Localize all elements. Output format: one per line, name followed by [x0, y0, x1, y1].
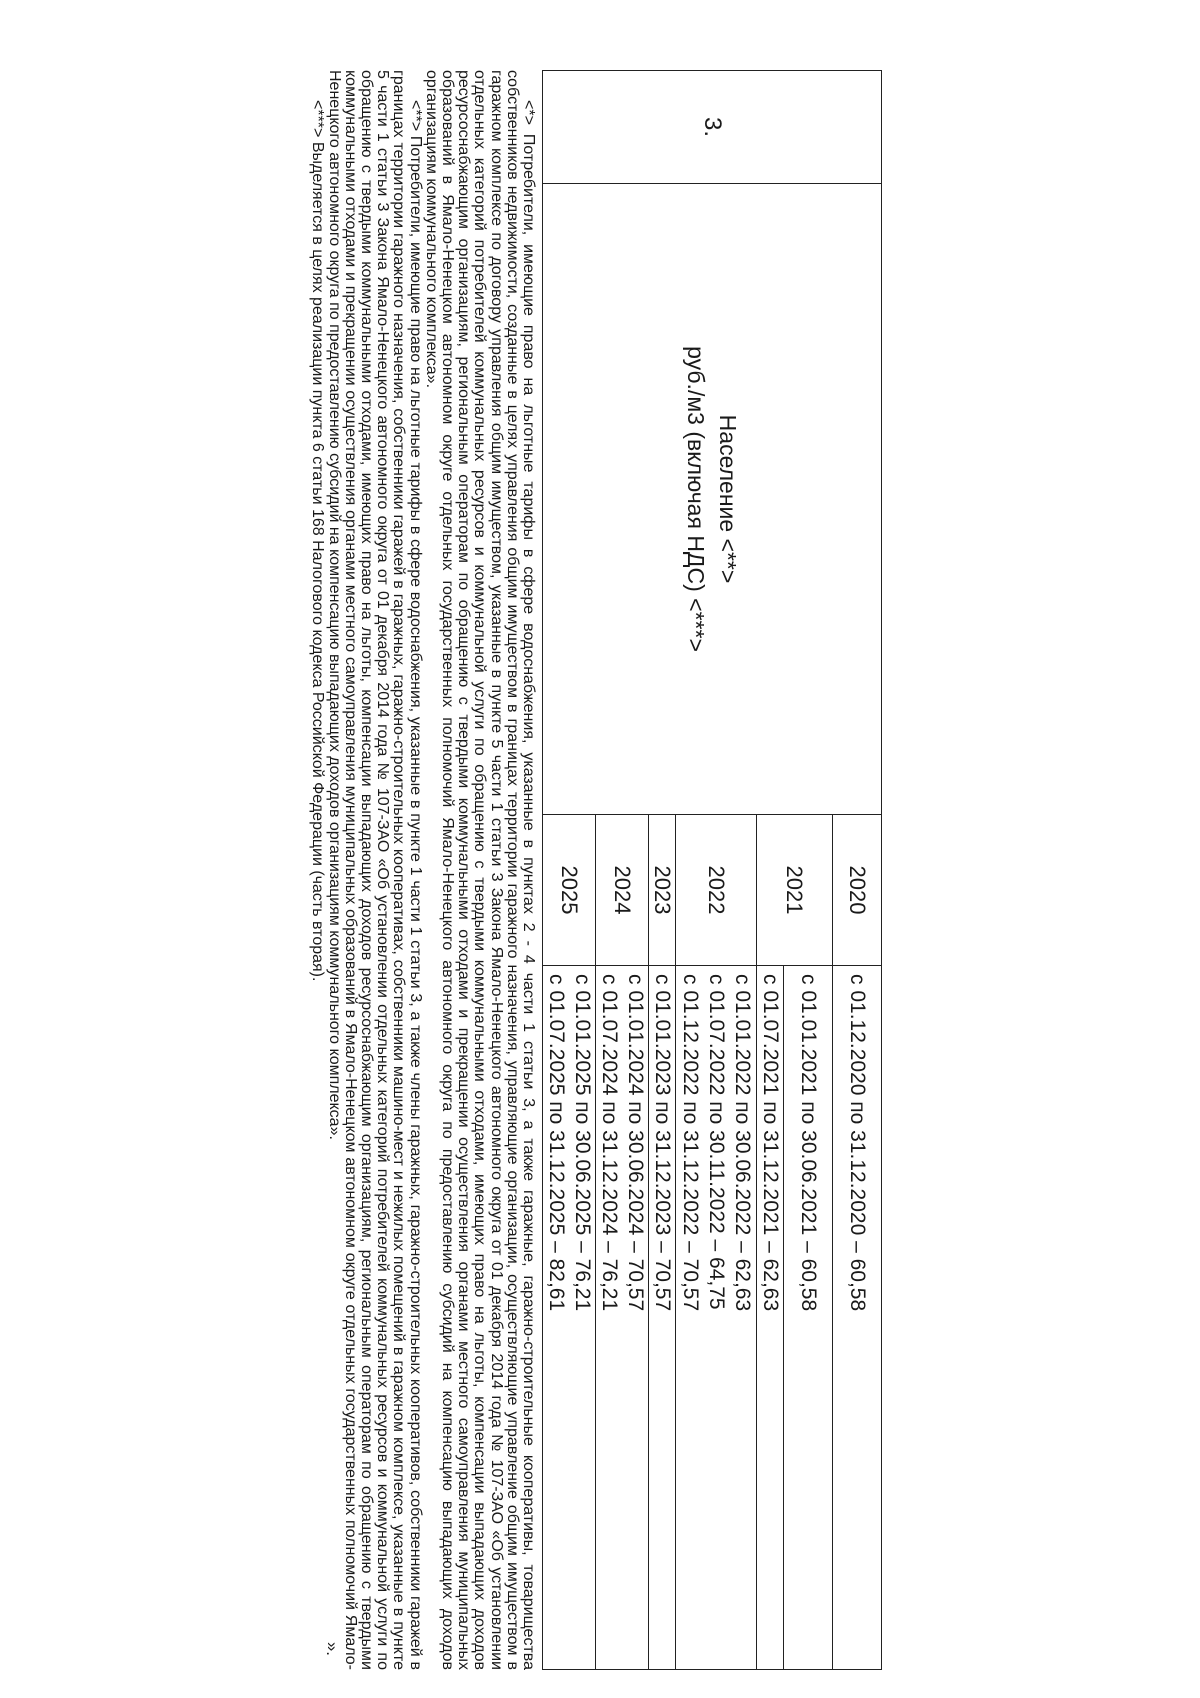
year-cell: 2022	[676, 815, 757, 966]
period-line: с 01.01.2022 по 30.06.2022 – 62,63	[731, 974, 754, 1312]
footnote-2: <**> Потребители, имеющие право на льготные тарифы в сфере водоснабжения, указанные в пункте 1 части 1 статьи 3, а также члены гаражных, гаражно-строительных кооперативов, собственники гаражей в границах территории гаражного назначения, собственники гаражей в гаражных, гаражно-строительных кооперативах, собственники машино-мест и нежилых помещений в гаражном комплексе, указанные в пункте 5 части 1 статьи 3 Закона Ямало-Ненецкого автономного округа от 01 декабря 2014 года № 107-ЗАО «Об установлении отдельных категорий потребителей коммунальных ресурсов и коммунальной услуги по обращению с твердыми коммунальными отходами, имеющих право на льготы, компенсации выпадающих доходов ресурсоснабжающим организациям, региональным операторам по обращению с твердыми коммунальными отходами и прекращении осуществления органами местного самоуправления муниципальных образований в Ямало-Ненецком автономном округе отдельных государственных полномочий Ямало-Ненецкого автономного округа по предоставлению субсидий на компенсацию выпадающих доходов организациям коммунального комплекса».	[325, 70, 424, 1670]
footnote-3: <***> Выделяется в целях реализации пункта 6 статьи 168 Налогового кодекса Российской Федерации (часть вторая).	[309, 100, 327, 982]
footnote-1: <*> Потребители, имеющие право на льготные тарифы в сфере водоснабжения, указанные в пунктах 2 - 4 части 1 статьи 3, а также гаражные, гаражно-строительные кооперативы, товарищества собственников недвижимости, созданные в целях управления общим имуществом в границах территории гаражного назначения, управляющие организации, осуществляющие управление общим имуществом в гаражном комплексе по договору управления общим имуществом, указанные в пункте 5 части 1 статьи 3 Закона Ямало-Ненецкого автономного округа от 01 декабря 2014 года № 107-ЗАО «Об установлении отдельных категорий потребителей коммунальных ресурсов и коммунальной услуги по обращению с твердыми коммунальными отходами, имеющих право на льготы, компенсации выпадающих доходов ресурсоснабжающим организациям, региональным операторам по обращению с твердыми коммунальными отходами и прекращении осуществления органами местного самоуправления муниципальных образований в Ямало-Ненецком автономном округе отдельных государственных полномочий Ямало-Ненецкого автономного округа по предоставлению субсидий на компенсацию выпадающих доходов организациям коммунального комплекса».	[422, 70, 537, 1670]
consumer-group-cell	[543, 184, 882, 815]
year-cell: 2025	[543, 815, 596, 966]
period-cell: с 01.12.2020 по 31.12.2020 – 60,58	[833, 966, 882, 1670]
period-cell	[676, 966, 757, 1670]
period-line: с 01.07.2025 по 31.12.2025 – 82,61	[545, 974, 568, 1312]
period-cell: с 01.07.2021 по 31.12.2021 – 62,63	[757, 966, 784, 1670]
period-cell	[596, 966, 649, 1670]
period-line: с 01.12.2022 по 31.12.2022 – 70,57	[679, 974, 702, 1312]
period-line: с 01.01.2021 по 30.06.2021 – 60,58	[797, 974, 820, 1312]
period-cell: с 01.01.2023 по 31.12.2023 – 70,57	[649, 966, 676, 1670]
row-number: 3.	[543, 71, 882, 184]
footnotes	[309, 70, 536, 1670]
year-cell: 2023	[649, 815, 676, 966]
rotated-page	[0, 70, 882, 1670]
year-cell: 2021	[757, 815, 833, 966]
period-cell	[784, 966, 833, 1670]
table-row	[833, 71, 882, 1670]
year-cell: 2024	[596, 815, 649, 966]
closing-quote: ».	[323, 1641, 342, 1656]
period-line: с 01.01.2025 по 30.06.2025 – 76,21	[571, 974, 594, 1312]
period-line: с 01.07.2024 по 31.12.2024 – 76,21	[598, 974, 621, 1312]
year-cell: 2020	[833, 815, 882, 966]
period-cell	[543, 966, 596, 1670]
consumer-group: Население <**>	[715, 414, 741, 584]
tariff-table	[542, 70, 882, 1670]
period-line: с 01.07.2022 по 30.11.2022 – 64,75	[705, 974, 728, 1310]
period-line: с 01.01.2024 по 30.06.2024 – 70,57	[624, 974, 647, 1312]
unit-label: руб./м3 (включая НДС) <***>	[683, 346, 709, 652]
